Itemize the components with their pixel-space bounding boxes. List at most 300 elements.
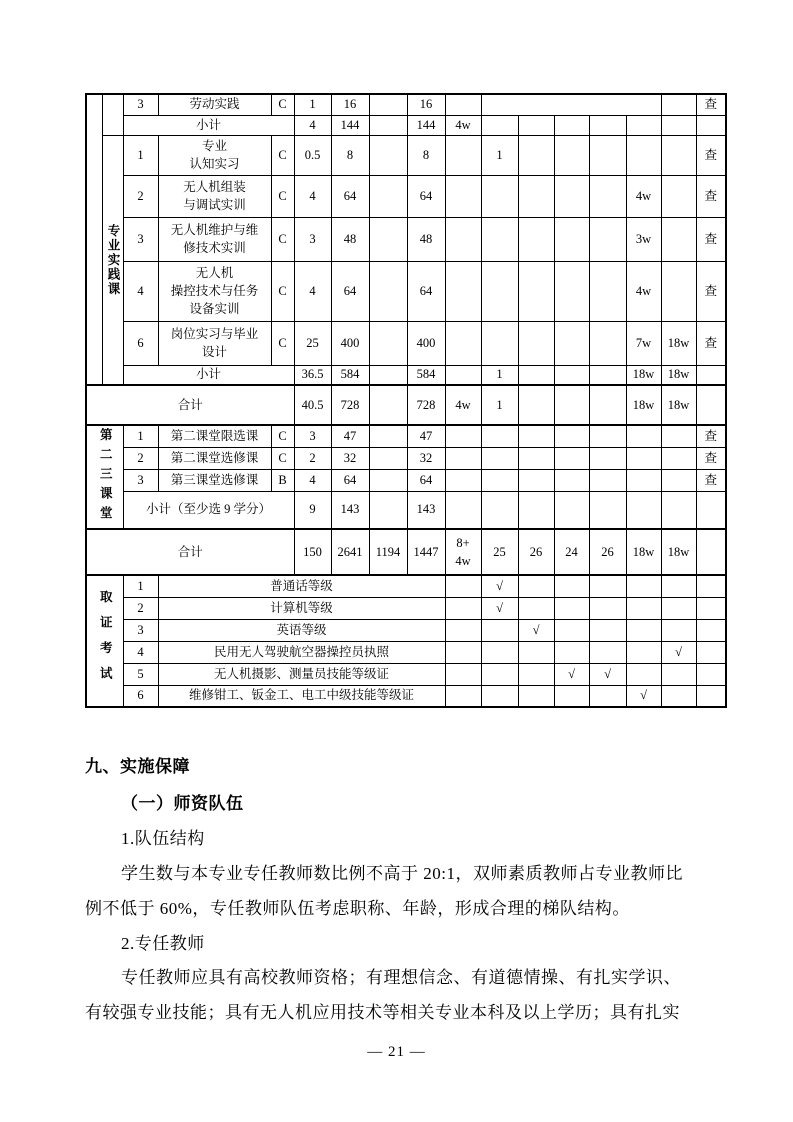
sem3-cell bbox=[554, 575, 589, 597]
sem6-cell: 18w bbox=[661, 529, 696, 575]
category-certification-exam-cell: 取证考试 bbox=[86, 575, 123, 707]
sem4-cell bbox=[589, 321, 626, 365]
sem4-cell bbox=[589, 597, 626, 619]
weeks-cell bbox=[445, 597, 481, 619]
practice-hours-cell: 143 bbox=[407, 491, 445, 529]
course-name-cell: 第二课堂选修课 bbox=[158, 447, 271, 469]
exam-cell bbox=[696, 365, 726, 385]
theory-hours-cell bbox=[369, 217, 407, 261]
theory-hours-cell bbox=[369, 385, 407, 425]
sem4-cell bbox=[589, 619, 626, 641]
sem3-cell bbox=[554, 685, 589, 707]
credits-cell: 1 bbox=[294, 94, 331, 115]
sem5-cell bbox=[626, 447, 661, 469]
credits-cell: 0.5 bbox=[294, 135, 331, 175]
weeks-line: 8+ bbox=[456, 535, 470, 550]
course-type-cell: C bbox=[271, 321, 294, 365]
course-type-cell: C bbox=[271, 261, 294, 321]
sem4-cell bbox=[589, 135, 626, 175]
course-type-cell: C bbox=[271, 217, 294, 261]
sem1-cell: 1 bbox=[481, 365, 518, 385]
total-hours-cell: 584 bbox=[331, 365, 369, 385]
sem3-cell bbox=[554, 321, 589, 365]
sem1-cell bbox=[481, 491, 518, 529]
weeks-cell bbox=[445, 321, 481, 365]
practice-hours-cell: 16 bbox=[407, 94, 445, 115]
sem2-cell bbox=[518, 175, 554, 217]
subsection-heading: （一）师资队伍 bbox=[121, 794, 244, 813]
course-name-cell: 第二课堂限选课 bbox=[158, 425, 271, 447]
subtotal-label-cell: 小计（至少选 9 学分） bbox=[123, 491, 294, 529]
theory-hours-cell bbox=[369, 425, 407, 447]
sem5-cell: 4w bbox=[626, 175, 661, 217]
row-number-cell: 6 bbox=[123, 685, 158, 707]
row-number-cell: 1 bbox=[123, 425, 158, 447]
course-type-cell: B bbox=[271, 469, 294, 491]
sem6-cell bbox=[661, 94, 696, 115]
course-name-line: 无人机维护与维 bbox=[170, 222, 259, 237]
weeks-line: 4w bbox=[455, 554, 471, 568]
category-practice-course-cell: 专业实践课 bbox=[102, 135, 123, 385]
sem3-cell bbox=[554, 115, 589, 135]
credits-cell: 25 bbox=[294, 321, 331, 365]
sem4-cell bbox=[589, 447, 626, 469]
total-hours-cell: 8 bbox=[331, 135, 369, 175]
weeks-cell bbox=[445, 619, 481, 641]
table-row bbox=[86, 685, 726, 707]
sem5-cell bbox=[626, 597, 661, 619]
category-second-third-class-cell: 第二三课堂 bbox=[86, 425, 123, 529]
exam-cell: 查 bbox=[696, 447, 726, 469]
practice-hours-cell: 64 bbox=[407, 175, 445, 217]
sem6-cell: 18w bbox=[661, 385, 696, 425]
sem5-cell: 18w bbox=[626, 529, 661, 575]
certificate-name-cell: 英语等级 bbox=[158, 619, 445, 641]
sem1-cell bbox=[481, 321, 518, 365]
category-inner-cell bbox=[102, 94, 123, 135]
course-name-cell bbox=[158, 261, 271, 321]
weeks-cell bbox=[445, 685, 481, 707]
sem5-cell: 18w bbox=[626, 385, 661, 425]
weeks-cell bbox=[445, 575, 481, 597]
practice-hours-cell: 1447 bbox=[407, 529, 445, 575]
row-number-cell: 2 bbox=[123, 597, 158, 619]
sem2-cell bbox=[518, 641, 554, 663]
sem2-cell: √ bbox=[518, 619, 554, 641]
sem4-cell bbox=[589, 575, 626, 597]
sem4-cell bbox=[589, 365, 626, 385]
certificate-name-cell: 维修钳工、钣金工、电工中级技能等级证 bbox=[158, 685, 445, 707]
row-number-cell: 6 bbox=[123, 321, 158, 365]
sem6-cell bbox=[661, 619, 696, 641]
sem4-cell bbox=[589, 175, 626, 217]
exam-cell: 查 bbox=[696, 217, 726, 261]
row-number-cell: 4 bbox=[123, 261, 158, 321]
sem1-cell: 1 bbox=[481, 135, 518, 175]
row-number-cell: 3 bbox=[123, 217, 158, 261]
sem2-cell bbox=[518, 469, 554, 491]
course-name-line: 专业 bbox=[201, 138, 227, 153]
total-hours-cell: 64 bbox=[331, 261, 369, 321]
theory-hours-cell: 1194 bbox=[369, 529, 407, 575]
sem1-cell: 25 bbox=[481, 529, 518, 575]
certificate-name-cell: 计算机等级 bbox=[158, 597, 445, 619]
category-outer-cell bbox=[86, 94, 102, 385]
sem6-cell bbox=[661, 469, 696, 491]
course-name-line: 岗位实习与毕业 bbox=[170, 326, 259, 341]
paragraph-line: 学生数与本专业专任教师数比例不高于 20:1，双师素质教师占专业教师比 bbox=[121, 864, 683, 883]
sem1-cell bbox=[481, 217, 518, 261]
total-hours-cell: 48 bbox=[331, 217, 369, 261]
total-hours-cell: 728 bbox=[331, 385, 369, 425]
sem6-cell bbox=[661, 597, 696, 619]
sem6-cell: 18w bbox=[661, 321, 696, 365]
table-row bbox=[86, 135, 726, 175]
credits-cell: 150 bbox=[294, 529, 331, 575]
course-name-line: 设备实训 bbox=[189, 302, 240, 317]
sem1-cell bbox=[481, 641, 518, 663]
grand-total-label-cell: 合计 bbox=[86, 529, 294, 575]
weeks-cell bbox=[445, 94, 481, 115]
sem6-cell bbox=[661, 685, 696, 707]
row-number-cell: 2 bbox=[123, 447, 158, 469]
weeks-cell: 4w bbox=[445, 115, 481, 135]
sem6-cell bbox=[661, 575, 696, 597]
theory-hours-cell bbox=[369, 365, 407, 385]
sem5-cell bbox=[626, 663, 661, 685]
certificate-name-cell: 普通话等级 bbox=[158, 575, 445, 597]
exam-cell: 查 bbox=[696, 135, 726, 175]
sem3-cell bbox=[554, 385, 589, 425]
total-hours-cell: 47 bbox=[331, 425, 369, 447]
table-row bbox=[86, 663, 726, 685]
row-number-cell: 2 bbox=[123, 175, 158, 217]
sem2-cell bbox=[518, 685, 554, 707]
row-number-cell: 5 bbox=[123, 663, 158, 685]
credits-cell: 3 bbox=[294, 217, 331, 261]
sem6-cell bbox=[661, 115, 696, 135]
sem5-cell bbox=[626, 135, 661, 175]
sem3-cell: 24 bbox=[554, 529, 589, 575]
weeks-cell bbox=[445, 641, 481, 663]
total-hours-cell: 32 bbox=[331, 447, 369, 469]
table-row bbox=[86, 365, 726, 385]
sem4-cell bbox=[589, 641, 626, 663]
sem1-cell bbox=[481, 115, 518, 135]
total-hours-cell: 64 bbox=[331, 175, 369, 217]
sem3-cell bbox=[554, 447, 589, 469]
sem6-cell bbox=[661, 261, 696, 321]
sem3-cell bbox=[554, 619, 589, 641]
sem4-cell bbox=[589, 491, 626, 529]
sem2-cell bbox=[518, 135, 554, 175]
exam-cell bbox=[696, 491, 726, 529]
practice-hours-cell: 8 bbox=[407, 135, 445, 175]
sem2-cell: 26 bbox=[518, 529, 554, 575]
course-name-cell: 劳动实践 bbox=[158, 94, 271, 115]
sem6-cell: √ bbox=[661, 641, 696, 663]
exam-cell: 查 bbox=[696, 94, 726, 115]
practice-hours-cell: 728 bbox=[407, 385, 445, 425]
sem4-cell bbox=[589, 385, 626, 425]
theory-hours-cell bbox=[369, 135, 407, 175]
total-hours-cell: 144 bbox=[331, 115, 369, 135]
table-row bbox=[86, 529, 726, 575]
sem3-cell bbox=[554, 425, 589, 447]
paragraph-title: 1.队伍结构 bbox=[121, 829, 205, 848]
sem5-cell bbox=[626, 469, 661, 491]
sem4-cell bbox=[589, 685, 626, 707]
credits-cell: 4 bbox=[294, 261, 331, 321]
weeks-cell bbox=[445, 529, 481, 575]
credits-cell: 4 bbox=[294, 175, 331, 217]
weeks-cell bbox=[445, 365, 481, 385]
sem1-cell bbox=[481, 663, 518, 685]
sem1-cell: √ bbox=[481, 575, 518, 597]
sem3-cell bbox=[554, 491, 589, 529]
certificate-name-cell: 无人机摄影、测量员技能等级证 bbox=[158, 663, 445, 685]
sem5-cell: 18w bbox=[626, 365, 661, 385]
sem2-cell bbox=[518, 447, 554, 469]
sem5-cell bbox=[626, 641, 661, 663]
exam-cell bbox=[696, 575, 726, 597]
course-name-cell bbox=[158, 135, 271, 175]
theory-hours-cell bbox=[369, 321, 407, 365]
total-hours-cell: 64 bbox=[331, 469, 369, 491]
total-hours-cell: 2641 bbox=[331, 529, 369, 575]
exam-cell: 查 bbox=[696, 321, 726, 365]
sem5-cell: 7w bbox=[626, 321, 661, 365]
sem2-cell bbox=[518, 491, 554, 529]
row-number-cell: 4 bbox=[123, 641, 158, 663]
total-hours-cell: 16 bbox=[331, 94, 369, 115]
sem1-cell: 1 bbox=[481, 385, 518, 425]
practice-hours-cell: 32 bbox=[407, 447, 445, 469]
exam-cell bbox=[696, 619, 726, 641]
sem6-cell bbox=[661, 217, 696, 261]
credits-cell: 40.5 bbox=[294, 385, 331, 425]
sem1-cell bbox=[481, 685, 518, 707]
theory-hours-cell bbox=[369, 491, 407, 529]
theory-hours-cell bbox=[369, 261, 407, 321]
curriculum-table bbox=[85, 93, 727, 708]
table-row bbox=[86, 94, 726, 115]
table-row bbox=[86, 641, 726, 663]
row-number-cell: 3 bbox=[123, 94, 158, 115]
practice-hours-cell: 47 bbox=[407, 425, 445, 447]
sem4-cell: √ bbox=[589, 663, 626, 685]
sem5-cell: 4w bbox=[626, 261, 661, 321]
credits-cell: 36.5 bbox=[294, 365, 331, 385]
course-name-line: 操控技术与任务 bbox=[170, 283, 259, 298]
sem1-cell bbox=[481, 469, 518, 491]
sem4-cell bbox=[589, 469, 626, 491]
course-name-line: 无人机组装 bbox=[183, 179, 246, 194]
certificate-name-cell: 民用无人驾驶航空器操控员执照 bbox=[158, 641, 445, 663]
sem3-cell bbox=[554, 597, 589, 619]
exam-cell: 查 bbox=[696, 175, 726, 217]
row-number-cell: 1 bbox=[123, 575, 158, 597]
sem6-cell bbox=[661, 425, 696, 447]
table-row bbox=[86, 469, 726, 491]
semester-merged-cell bbox=[481, 94, 661, 115]
sem2-cell bbox=[518, 385, 554, 425]
course-type-cell: C bbox=[271, 94, 294, 115]
practice-hours-cell: 144 bbox=[407, 115, 445, 135]
table-row bbox=[86, 261, 726, 321]
exam-cell: 查 bbox=[696, 261, 726, 321]
practice-hours-cell: 584 bbox=[407, 365, 445, 385]
credits-cell: 4 bbox=[294, 469, 331, 491]
sem3-cell bbox=[554, 261, 589, 321]
sem2-cell bbox=[518, 597, 554, 619]
course-type-cell: C bbox=[271, 425, 294, 447]
paragraph-line: 例不低于 60%，专任教师队伍考虑职称、年龄，形成合理的梯队结构。 bbox=[85, 899, 630, 918]
sem2-cell bbox=[518, 115, 554, 135]
course-type-cell: C bbox=[271, 135, 294, 175]
sem2-cell bbox=[518, 575, 554, 597]
total-label-cell: 合计 bbox=[86, 385, 294, 425]
weeks-cell: 4w bbox=[445, 385, 481, 425]
sem1-cell bbox=[481, 425, 518, 447]
course-name-line: 设计 bbox=[201, 345, 227, 359]
weeks-cell bbox=[445, 663, 481, 685]
sem5-cell: 3w bbox=[626, 217, 661, 261]
practice-hours-cell: 48 bbox=[407, 217, 445, 261]
sem3-cell bbox=[554, 469, 589, 491]
sem3-cell bbox=[554, 135, 589, 175]
practice-hours-cell: 64 bbox=[407, 469, 445, 491]
total-hours-cell: 143 bbox=[331, 491, 369, 529]
exam-cell bbox=[696, 385, 726, 425]
course-name-line: 修技术实训 bbox=[183, 241, 246, 255]
sem6-cell bbox=[661, 135, 696, 175]
sem5-cell bbox=[626, 491, 661, 529]
credits-cell: 4 bbox=[294, 115, 331, 135]
table-row bbox=[86, 115, 726, 135]
sem3-cell bbox=[554, 175, 589, 217]
exam-cell: 查 bbox=[696, 425, 726, 447]
sem4-cell bbox=[589, 425, 626, 447]
sem6-cell bbox=[661, 491, 696, 529]
sem4-cell bbox=[589, 115, 626, 135]
exam-cell bbox=[696, 597, 726, 619]
table-row bbox=[86, 575, 726, 597]
weeks-cell bbox=[445, 425, 481, 447]
row-number-cell: 1 bbox=[123, 135, 158, 175]
sem2-cell bbox=[518, 365, 554, 385]
sem5-cell bbox=[626, 425, 661, 447]
paragraph-line: 有较强专业技能；具有无人机应用技术等相关专业本科及以上学历；具有扎实 bbox=[85, 1003, 680, 1022]
sem2-cell bbox=[518, 663, 554, 685]
table-row bbox=[86, 491, 726, 529]
sem2-cell bbox=[518, 321, 554, 365]
sem1-cell bbox=[481, 261, 518, 321]
theory-hours-cell bbox=[369, 115, 407, 135]
exam-cell: 查 bbox=[696, 469, 726, 491]
table-row bbox=[86, 321, 726, 365]
sem4-cell: 26 bbox=[589, 529, 626, 575]
exam-cell bbox=[696, 641, 726, 663]
exam-cell bbox=[696, 115, 726, 135]
sem3-cell bbox=[554, 365, 589, 385]
exam-cell bbox=[696, 529, 726, 575]
sem3-cell bbox=[554, 217, 589, 261]
theory-hours-cell bbox=[369, 447, 407, 469]
sem3-cell: √ bbox=[554, 663, 589, 685]
course-name-cell bbox=[158, 217, 271, 261]
weeks-cell bbox=[445, 261, 481, 321]
row-number-cell: 3 bbox=[123, 619, 158, 641]
weeks-cell bbox=[445, 447, 481, 469]
theory-hours-cell bbox=[369, 469, 407, 491]
course-name-line: 无人机 bbox=[195, 265, 234, 280]
row-number-cell: 3 bbox=[123, 469, 158, 491]
table-row bbox=[86, 425, 726, 447]
sem4-cell bbox=[589, 217, 626, 261]
theory-hours-cell bbox=[369, 175, 407, 217]
sem2-cell bbox=[518, 425, 554, 447]
practice-hours-cell: 400 bbox=[407, 321, 445, 365]
course-name-cell: 第三课堂选修课 bbox=[158, 469, 271, 491]
course-name-cell bbox=[158, 321, 271, 365]
sem6-cell bbox=[661, 447, 696, 469]
weeks-cell bbox=[445, 491, 481, 529]
sem1-cell bbox=[481, 447, 518, 469]
weeks-cell bbox=[445, 469, 481, 491]
page-number: — 21 — bbox=[367, 1044, 426, 1060]
table-row bbox=[86, 175, 726, 217]
sem6-cell: 18w bbox=[661, 365, 696, 385]
theory-hours-cell bbox=[369, 94, 407, 115]
total-hours-cell: 400 bbox=[331, 321, 369, 365]
course-name-line: 认知实习 bbox=[189, 157, 240, 171]
paragraph-line: 专任教师应具有高校教师资格；有理想信念、有道德情操、有扎实学识、 bbox=[121, 968, 681, 987]
table-row bbox=[86, 619, 726, 641]
sem5-cell bbox=[626, 619, 661, 641]
sem5-cell bbox=[626, 115, 661, 135]
credits-cell: 9 bbox=[294, 491, 331, 529]
sem2-cell bbox=[518, 261, 554, 321]
section-heading: 九、实施保障 bbox=[85, 757, 190, 776]
table-row bbox=[86, 447, 726, 469]
subtotal-label-cell: 小计 bbox=[123, 365, 294, 385]
course-type-cell: C bbox=[271, 175, 294, 217]
weeks-cell bbox=[445, 135, 481, 175]
course-name-cell bbox=[158, 175, 271, 217]
practice-hours-cell: 64 bbox=[407, 261, 445, 321]
course-type-cell: C bbox=[271, 447, 294, 469]
course-name-line: 与调试实训 bbox=[183, 198, 246, 212]
sem1-cell: √ bbox=[481, 597, 518, 619]
sem6-cell bbox=[661, 663, 696, 685]
sem6-cell bbox=[661, 175, 696, 217]
sem5-cell bbox=[626, 575, 661, 597]
table-row bbox=[86, 597, 726, 619]
sem4-cell bbox=[589, 261, 626, 321]
sem1-cell bbox=[481, 619, 518, 641]
sem3-cell bbox=[554, 641, 589, 663]
sem2-cell bbox=[518, 217, 554, 261]
paragraph-title: 2.专任教师 bbox=[121, 934, 205, 953]
table-row bbox=[86, 385, 726, 425]
table-row bbox=[86, 217, 726, 261]
credits-cell: 3 bbox=[294, 425, 331, 447]
sem1-cell bbox=[481, 175, 518, 217]
weeks-cell bbox=[445, 175, 481, 217]
exam-cell bbox=[696, 663, 726, 685]
sem5-cell: √ bbox=[626, 685, 661, 707]
